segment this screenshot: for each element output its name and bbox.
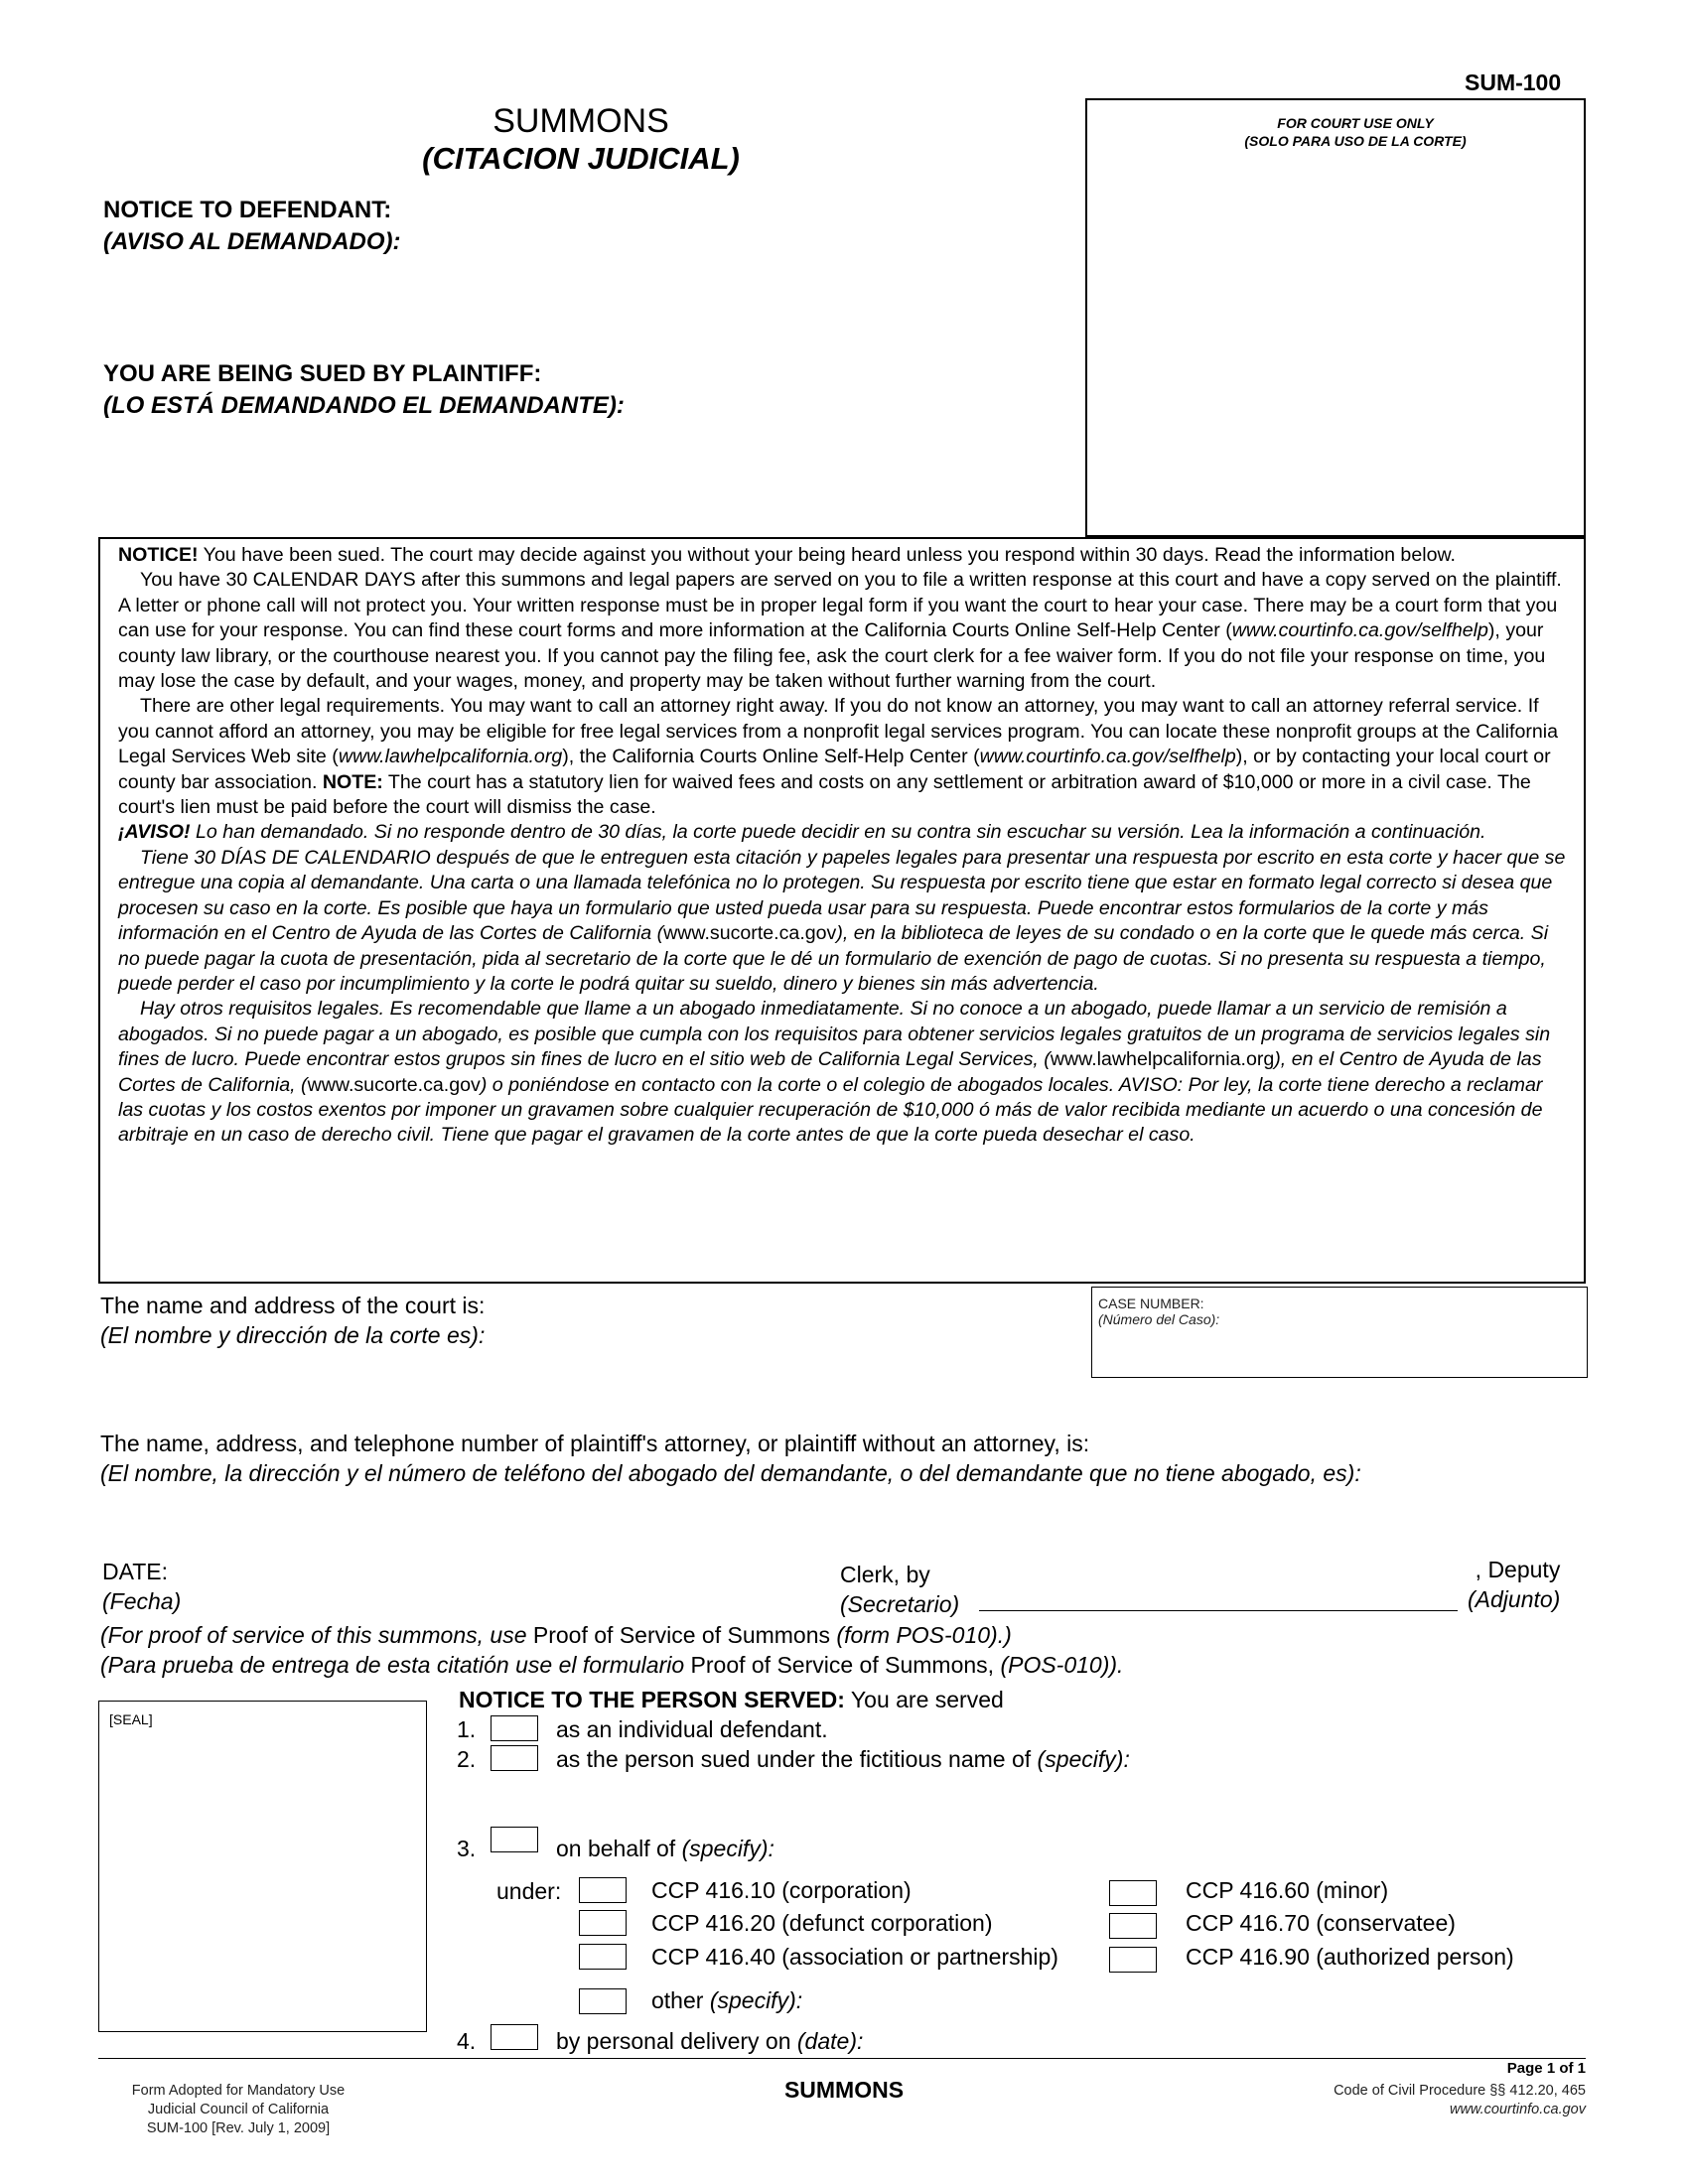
proof-line-es: (Para prueba de entrega de esta citatión use el formulario Proof of Service of Summons, (POS-010)).: [100, 1652, 1124, 1678]
served-heading: NOTICE TO THE PERSON SERVED: You are served: [459, 1687, 1004, 1712]
court-use-box: [1085, 98, 1586, 537]
defendant-field[interactable]: [103, 260, 1056, 349]
ccp-416-70-label: CCP 416.70 (conservatee): [1186, 1910, 1456, 1936]
notice-es-p2: Tiene 30 DÍAS DE CALENDARIO después de que le entreguen esta citación y papeles legales para presentar una respuesta por escrito en esta corte y hacer que se entregue una copia al demandante. Una carta o una llamada telefónica no lo protegen. Su respuesta por escrito tiene que estar en formato legal correcto si desea que procesen su caso en la corte. Es posible que haya un formulario que usted pueda usar para su respuesta. Puede encontrar estos formularios de la corte y más información en el Centro de Ayuda de las Cortes de California (www.sucorte.ca.gov), en la biblioteca de leyes de su condado o en la corte que le quede más cerca. Si no puede pagar la cuota de presentación, pida al secretario de la corte que le dé un formulario de exención de pago de cuotas. Si no presenta su respuesta a tiempo, puede perder el caso por incumplimiento y la corte le podrá quitar su sueldo, dinero y bienes sin más advertencia.: [118, 846, 1566, 995]
under-label: under:: [496, 1878, 562, 1904]
ccp-416-20-label: CCP 416.20 (defunct corporation): [651, 1910, 993, 1936]
footer-form-info: Form Adopted for Mandatory Use Judicial Council of California SUM-100 [Rev. July 1, 2009]: [131, 2083, 346, 2136]
court-label: The name and address of the court is:: [100, 1293, 486, 1318]
court-field[interactable]: [100, 1352, 1073, 1422]
checkbox-individual[interactable]: [491, 1715, 538, 1741]
form-id: SUM-100: [1465, 69, 1562, 95]
date-label: DATE:: [102, 1559, 169, 1584]
checkbox-ccp-416-20[interactable]: [579, 1910, 627, 1936]
date-section: [102, 1557, 181, 1616]
page-title: [308, 102, 854, 178]
court-use-label-es: (SOLO PARA USO DE LA CORTE): [1244, 133, 1467, 149]
plaintiff-section: [103, 358, 625, 422]
attorney-label: The name, address, and telephone number of plaintiff's attorney, or plaintiff without an attorney, is:: [100, 1431, 1090, 1456]
deputy-label-es: (Adjunto): [1468, 1586, 1561, 1612]
ccp-416-40-label: CCP 416.40 (association or partnership): [651, 1944, 1058, 1970]
clerk-label: Clerk, by: [840, 1562, 930, 1587]
notice-en-p3: There are other legal requirements. You may want to call an attorney right away. If you do not know an attorney, you may want to call an attorney referral service. If you cannot afford an attorney, you may be eligible for free legal services from a nonprofit legal services program. You can locate these nonprofit groups at the California Legal Services Web site (www.lawhelpcalifornia.org), the California Courts Online Self-Help Center (www.courtinfo.ca.gov/selfhelp), or by contacting your local court or county bar association. NOTE: The court has a statutory lien for waived fees and costs on any settlement or arbitration award of $10,000 or more in a civil case. The court's lien must be paid before the court will dismiss the case.: [118, 695, 1559, 819]
clerk-label-es: (Secretario): [840, 1591, 960, 1617]
case-number-label-es: (Número del Caso):: [1098, 1311, 1220, 1327]
checkbox-on-behalf-of[interactable]: [491, 1827, 538, 1852]
defendant-label: NOTICE TO DEFENDANT:: [103, 197, 392, 223]
footer-code-info: Code of Civil Procedure §§ 412.20, 465 www.courtinfo.ca.gov: [1192, 2082, 1586, 2119]
footer-title: SUMMONS: [783, 2077, 905, 2103]
served-option-2: 2. as the person sued under the fictitious name of (specify):: [457, 1746, 1130, 1772]
attorney-label-es: (El nombre, la dirección y el número de teléfono del abogado del demandante, o del demandante que no tiene abogado, es):: [100, 1460, 1361, 1486]
case-number-label: CASE NUMBER:: [1098, 1296, 1204, 1311]
court-use-label: FOR COURT USE ONLY: [1277, 115, 1434, 131]
deputy-section: [1468, 1555, 1560, 1614]
defendant-label-es: (AVISO AL DEMANDADO):: [103, 228, 401, 255]
ccp-416-60-label: CCP 416.60 (minor): [1186, 1877, 1389, 1903]
ccp-416-90-label: CCP 416.90 (authorized person): [1186, 1944, 1514, 1970]
court-label-es: (El nombre y dirección de la corte es):: [100, 1322, 486, 1348]
attorney-section: [100, 1429, 1361, 1488]
checkbox-ccp-416-60[interactable]: [1109, 1880, 1157, 1906]
plaintiff-label-es: (LO ESTÁ DEMANDANDO EL DEMANDANTE):: [103, 392, 625, 419]
proof-line-en: (For proof of service of this summons, use Proof of Service of Summons (form POS-010).): [100, 1622, 1012, 1648]
notice-es-p1: ¡AVISO! Lo han demandado. Si no responde dentro de 30 días, la corte puede decidir en su contra sin escuchar su versión. Lea la información a continuación.: [118, 821, 1486, 844]
checkbox-ccp-416-10[interactable]: [579, 1877, 627, 1903]
notice-box: [98, 537, 1586, 1284]
checkbox-personal-delivery[interactable]: [491, 2024, 538, 2050]
ccp-416-10-label: CCP 416.10 (corporation): [651, 1877, 912, 1903]
checkbox-other[interactable]: [579, 1988, 627, 2014]
checkbox-fictitious-name[interactable]: [491, 1745, 538, 1771]
clerk-section: [840, 1560, 959, 1619]
other-label: other (specify):: [651, 1987, 803, 2013]
seal-label: [SEAL]: [109, 1711, 153, 1727]
served-option-1: 1. as an individual defendant.: [457, 1716, 828, 1742]
plaintiff-field[interactable]: [103, 425, 1056, 524]
case-number-box[interactable]: [1091, 1287, 1588, 1378]
seal-box: [98, 1701, 427, 2032]
footer-divider: [98, 2058, 1586, 2059]
notice-es-p3: Hay otros requisitos legales. Es recomendable que llame a un abogado inmediatamente. Si no conoce a un abogado, puede llamar a un servicio de remisión a abogados. Si no puede pagar a un abogado, es posible que cumpla con los requisitos para obtener servicios legales gratuitos de un programa de servicios legales sin fines de lucro. Puede encontrar estos grupos sin fines de lucro en el sitio web de California Legal Services, (www.lawhelpcalifornia.org), en el Centro de Ayuda de las Cortes de California, (www.sucorte.ca.gov) o poniéndose en contacto con la corte o el colegio de abogados locales. AVISO: Por ley, la corte tiene derecho a reclamar las cuotas y los costos exentos por imponer un gravamen sobre cualquier recuperación de $10,000 ó más de valor recibida mediante un acuerdo o una concesión de arbitraje en un caso de derecho civil. Tiene que pagar el gravamen de la corte antes de que la corte pueda desechar el caso.: [118, 998, 1551, 1147]
plaintiff-label: YOU ARE BEING SUED BY PLAINTIFF:: [103, 360, 542, 387]
defendant-section: [103, 195, 401, 258]
served-option-3: 3. on behalf of (specify):: [457, 1827, 774, 1863]
proof-of-service-note: [100, 1620, 1123, 1680]
notice-en-p1: NOTICE! You have been sued. The court may decide against you without your being heard unless you respond within 30 days. Read the information below.: [118, 544, 1456, 566]
clerk-signature-line[interactable]: [979, 1610, 1458, 1611]
checkbox-ccp-416-70[interactable]: [1109, 1913, 1157, 1939]
attorney-field[interactable]: [100, 1489, 1570, 1549]
served-option-4: 4. by personal delivery on (date):: [457, 2024, 863, 2056]
date-label-es: (Fecha): [102, 1588, 182, 1614]
deputy-label: , Deputy: [1475, 1557, 1561, 1582]
title-es: (CITACION JUDICIAL): [422, 141, 740, 176]
footer-website-link[interactable]: www.courtinfo.ca.gov: [1449, 2102, 1586, 2117]
title-en: SUMMONS: [492, 102, 669, 140]
notice-en-p2: You have 30 CALENDAR DAYS after this summons and legal papers are served on you to file a written response at this court and have a copy served on the plaintiff. A letter or phone call will not protect you. Your written response must be in proper legal form if you want the court to hear your case. There may be a court form that you can use for your response. You can find these court forms and more information at the California Courts Online Self-Help Center (www.courtinfo.ca.gov/selfhelp), your county law library, or the courthouse nearest you. If you cannot pay the filing fee, ask the court clerk for a fee waiver form. If you do not file your response on time, you may lose the case by default, and your wages, money, and property may be taken without further warning from the court.: [118, 569, 1562, 693]
court-section: [100, 1291, 485, 1350]
page-number: Page 1 of 1: [1506, 2060, 1586, 2077]
checkbox-ccp-416-90[interactable]: [1109, 1947, 1157, 1973]
checkbox-ccp-416-40[interactable]: [579, 1944, 627, 1970]
